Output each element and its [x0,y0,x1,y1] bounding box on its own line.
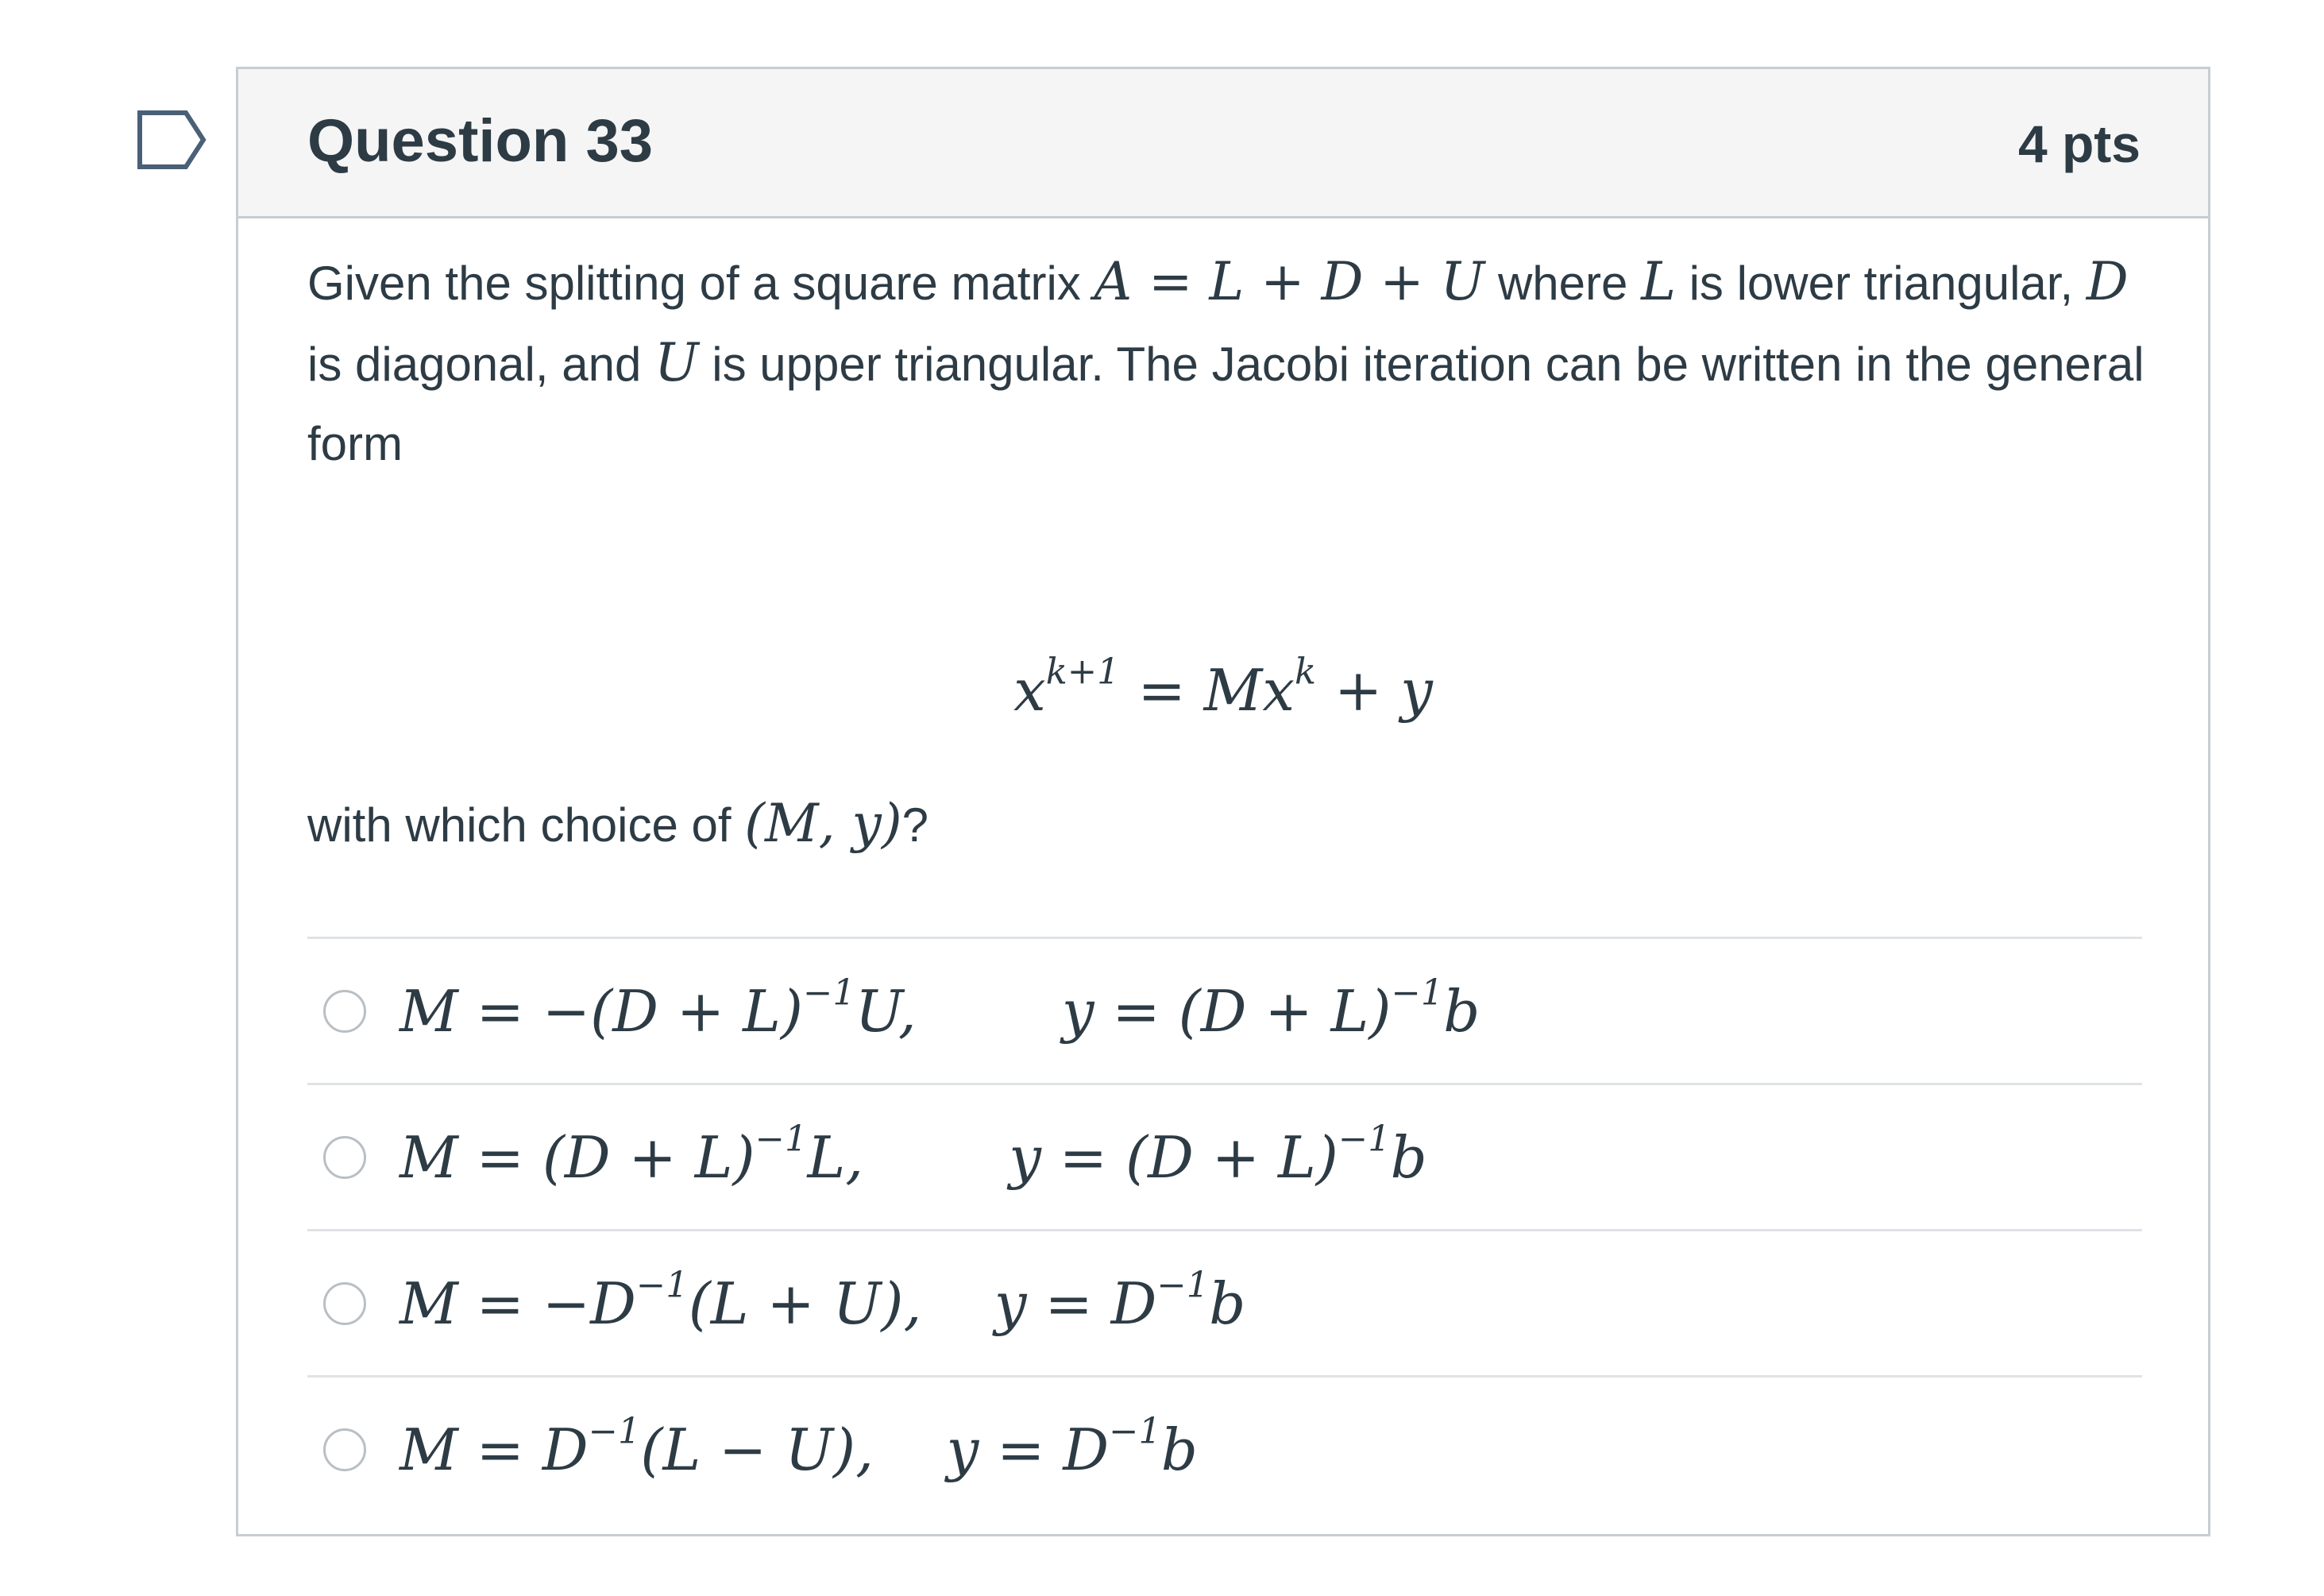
question-text-part: is upper triangular. The Jacobi iteration can be written in the general form [307,338,2144,470]
math-U: U [654,332,699,393]
question-title: Question 33 [307,107,653,175]
question-text [307,242,2150,484]
bookmark-flag-icon[interactable] [137,110,208,170]
question-card [236,67,2210,1536]
eq-rhs: + y [1316,657,1433,724]
answer-option[interactable] [307,1083,2142,1229]
math-D: D [2086,251,2129,312]
math-splitting: A = L + D + U [1094,251,1485,312]
question-text-part: is diagonal, and [307,338,642,391]
radio-button[interactable] [323,1136,366,1179]
answer-label[interactable]: $M = D^{-1}(L - U)$, $y = D^{-1}b$ [400,1410,1198,1483]
answer-option[interactable] [307,1229,2142,1375]
answer-option[interactable] [307,937,2142,1083]
followup-question [307,784,928,865]
radio-button[interactable] [323,990,366,1033]
iteration-equation [238,651,2208,724]
followup-math: (M, y) [744,793,902,854]
radio-button[interactable] [323,1428,366,1471]
eq-lhs-sup: k+1 [1045,651,1120,693]
answer-options [307,937,2142,1521]
eq-lhs: x [1013,657,1046,724]
question-text-part: is lower triangular, [1689,257,2074,310]
math-L: L [1641,251,1676,312]
question-text-part: where [1497,257,1628,310]
answer-label[interactable]: $M = -(D + L)^{-1}U$, $y = (D + L)^{-1}b$ [400,972,1480,1045]
question-points: 4 pts [2017,114,2141,173]
answer-option[interactable] [307,1375,2142,1521]
answer-label[interactable]: $M = -D^{-1}(L + U)$, $y = D^{-1}b$ [400,1264,1246,1337]
followup-text: with which choice of [307,798,732,852]
eq-mid-sup: k [1295,651,1317,693]
answer-label[interactable]: $M = (D + L)^{-1}L$, $y = (D + L)^{-1}b$ [400,1118,1427,1191]
question-header [238,69,2208,218]
followup-end: ? [901,798,928,852]
radio-button[interactable] [323,1282,366,1325]
question-text-part: Given the splitting of a square matrix [307,257,1081,310]
eq-mid: = Mx [1119,657,1295,724]
